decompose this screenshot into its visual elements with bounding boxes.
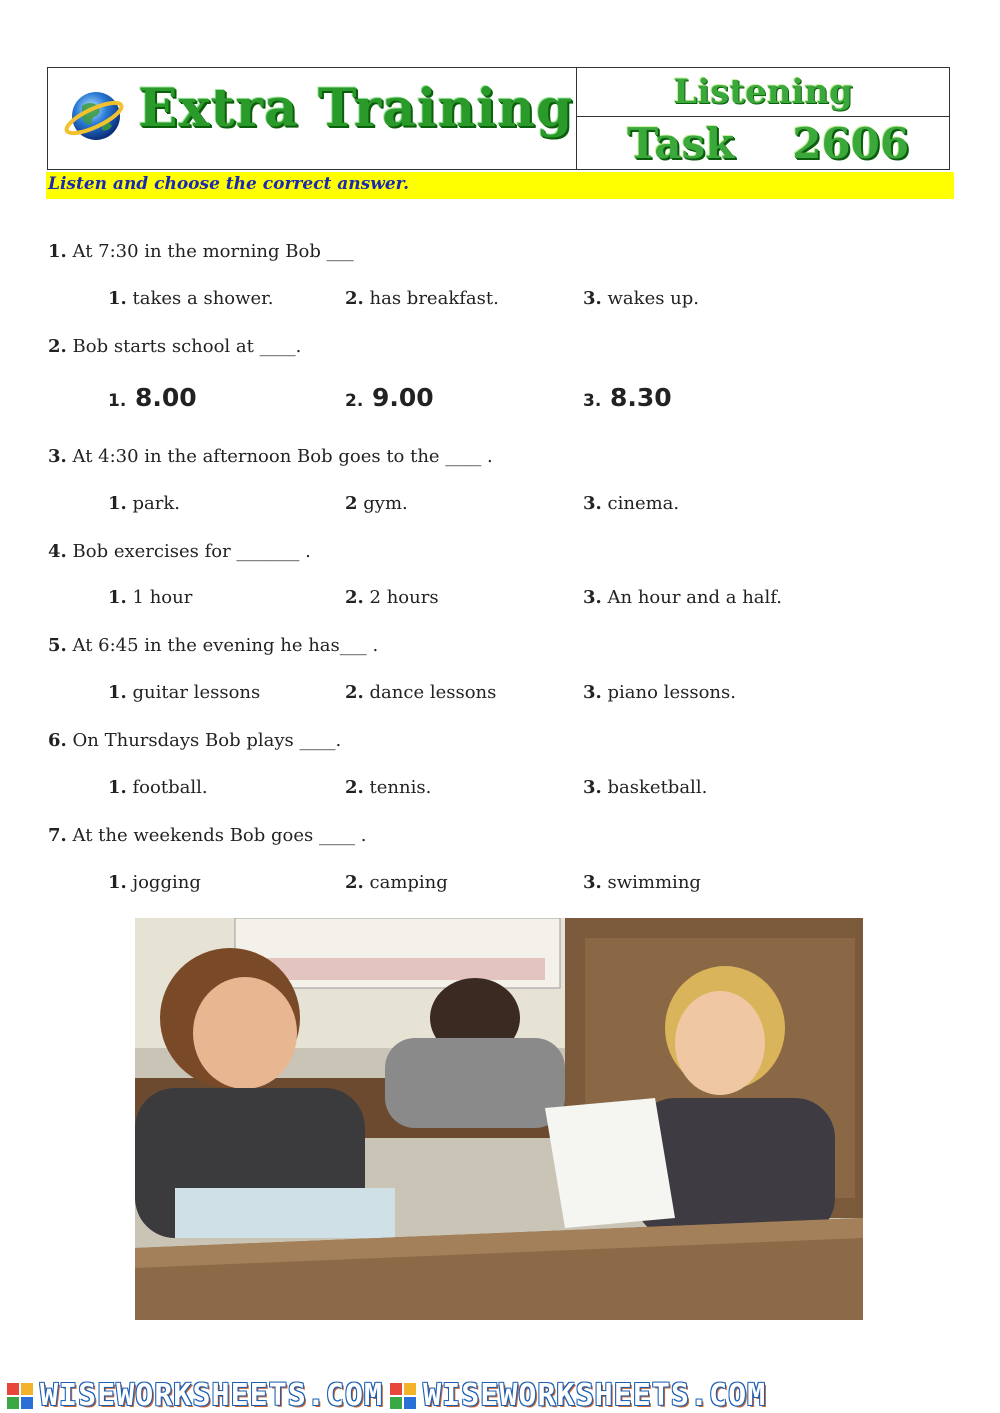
option-text: has breakfast. bbox=[363, 288, 499, 309]
q7-option-1[interactable] bbox=[108, 872, 201, 893]
brand-title: Extra Training bbox=[138, 78, 574, 139]
q7-option-3[interactable] bbox=[583, 872, 701, 893]
option-number: 2 bbox=[345, 493, 358, 514]
option-text: wakes up. bbox=[601, 288, 700, 309]
option-text: camping bbox=[363, 872, 448, 893]
option-number: 2. bbox=[345, 288, 364, 309]
q2-option-3[interactable] bbox=[583, 383, 672, 412]
question-4 bbox=[48, 541, 311, 562]
option-number: 3. bbox=[583, 391, 602, 411]
question-number: 4. bbox=[48, 541, 67, 562]
option-number: 2. bbox=[345, 777, 364, 798]
q1-option-1[interactable] bbox=[108, 288, 274, 309]
q3-option-1[interactable] bbox=[108, 493, 180, 514]
question-number: 5. bbox=[48, 635, 67, 656]
q4-option-2[interactable] bbox=[345, 587, 439, 608]
option-text: gym. bbox=[357, 493, 408, 514]
instruction-bar: Listen and choose the correct answer. bbox=[46, 172, 954, 199]
question-text: Bob exercises for _______ . bbox=[66, 541, 311, 562]
question-number: 6. bbox=[48, 730, 67, 751]
q2-option-2[interactable] bbox=[345, 383, 434, 412]
q5-option-3[interactable] bbox=[583, 682, 736, 703]
wiseworksheets-logo-icon bbox=[6, 1382, 34, 1410]
question-number: 3. bbox=[48, 446, 67, 467]
section-cell bbox=[577, 68, 949, 117]
option-number: 2. bbox=[345, 587, 364, 608]
option-text: An hour and a half. bbox=[601, 587, 783, 608]
question-5 bbox=[48, 635, 378, 656]
option-number: 3. bbox=[583, 777, 602, 798]
option-text: 9.00 bbox=[363, 383, 434, 412]
worksheet-header bbox=[47, 67, 950, 170]
watermark-text: WISEWORKSHEETS.COM bbox=[423, 1378, 767, 1413]
question-7 bbox=[48, 825, 366, 846]
option-number: 1. bbox=[108, 587, 127, 608]
option-text: football. bbox=[126, 777, 208, 798]
classroom-photo bbox=[135, 918, 863, 1320]
option-text: cinema. bbox=[601, 493, 680, 514]
option-text: takes a shower. bbox=[126, 288, 274, 309]
q7-option-2[interactable] bbox=[345, 872, 448, 893]
option-text: 2 hours bbox=[363, 587, 439, 608]
option-number: 3. bbox=[583, 682, 602, 703]
question-number: 1. bbox=[48, 241, 67, 262]
q4-option-1[interactable] bbox=[108, 587, 192, 608]
option-text: park. bbox=[126, 493, 181, 514]
option-text: guitar lessons bbox=[126, 682, 261, 703]
q6-option-3[interactable] bbox=[583, 777, 707, 798]
option-number: 3. bbox=[583, 288, 602, 309]
option-number: 3. bbox=[583, 493, 602, 514]
option-text: piano lessons. bbox=[601, 682, 736, 703]
option-number: 3. bbox=[583, 587, 602, 608]
option-text: 8.00 bbox=[126, 383, 197, 412]
option-text: tennis. bbox=[363, 777, 432, 798]
option-number: 3. bbox=[583, 872, 602, 893]
q3-option-3[interactable] bbox=[583, 493, 679, 514]
footer-watermark bbox=[0, 1378, 1000, 1413]
question-1 bbox=[48, 241, 354, 262]
task-cell bbox=[577, 117, 949, 169]
q6-option-1[interactable] bbox=[108, 777, 208, 798]
question-6 bbox=[48, 730, 341, 751]
option-text: jogging bbox=[126, 872, 201, 893]
q4-option-3[interactable] bbox=[583, 587, 782, 608]
question-2 bbox=[48, 336, 301, 357]
task-number: 2606 bbox=[792, 118, 910, 168]
option-number: 1. bbox=[108, 493, 127, 514]
q5-option-1[interactable] bbox=[108, 682, 260, 703]
option-number: 1. bbox=[108, 391, 127, 411]
section-title: Listening bbox=[673, 72, 853, 112]
question-text: At 7:30 in the morning Bob ___ bbox=[66, 241, 354, 262]
option-number: 2. bbox=[345, 682, 364, 703]
question-number: 2. bbox=[48, 336, 67, 357]
option-text: 1 hour bbox=[126, 587, 193, 608]
option-text: swimming bbox=[601, 872, 701, 893]
question-text: At 4:30 in the afternoon Bob goes to the ____ . bbox=[66, 446, 493, 467]
brand-cell bbox=[48, 68, 577, 169]
option-text: 8.30 bbox=[601, 383, 672, 412]
q6-option-2[interactable] bbox=[345, 777, 431, 798]
q3-option-2[interactable] bbox=[345, 493, 408, 514]
question-text: Bob starts school at ____. bbox=[66, 336, 302, 357]
option-number: 2. bbox=[345, 391, 364, 411]
q2-option-1[interactable] bbox=[108, 383, 197, 412]
option-number: 1. bbox=[108, 682, 127, 703]
option-number: 1. bbox=[108, 777, 127, 798]
question-text: On Thursdays Bob plays ____. bbox=[66, 730, 342, 751]
option-number: 2. bbox=[345, 872, 364, 893]
question-3 bbox=[48, 446, 493, 467]
q5-option-2[interactable] bbox=[345, 682, 496, 703]
q1-option-2[interactable] bbox=[345, 288, 499, 309]
q1-option-3[interactable] bbox=[583, 288, 699, 309]
option-text: dance lessons bbox=[363, 682, 497, 703]
wiseworksheets-logo-icon bbox=[389, 1382, 417, 1410]
option-text: basketball. bbox=[601, 777, 708, 798]
task-label: Task bbox=[627, 118, 735, 168]
question-text: At the weekends Bob goes ____ . bbox=[66, 825, 367, 846]
classroom-illustration bbox=[135, 918, 863, 1320]
question-number: 7. bbox=[48, 825, 67, 846]
option-number: 1. bbox=[108, 288, 127, 309]
question-text: At 6:45 in the evening he has___ . bbox=[66, 635, 379, 656]
option-number: 1. bbox=[108, 872, 127, 893]
globe-logo-icon bbox=[62, 84, 126, 148]
watermark-text: WISEWORKSHEETS.COM bbox=[40, 1378, 384, 1413]
